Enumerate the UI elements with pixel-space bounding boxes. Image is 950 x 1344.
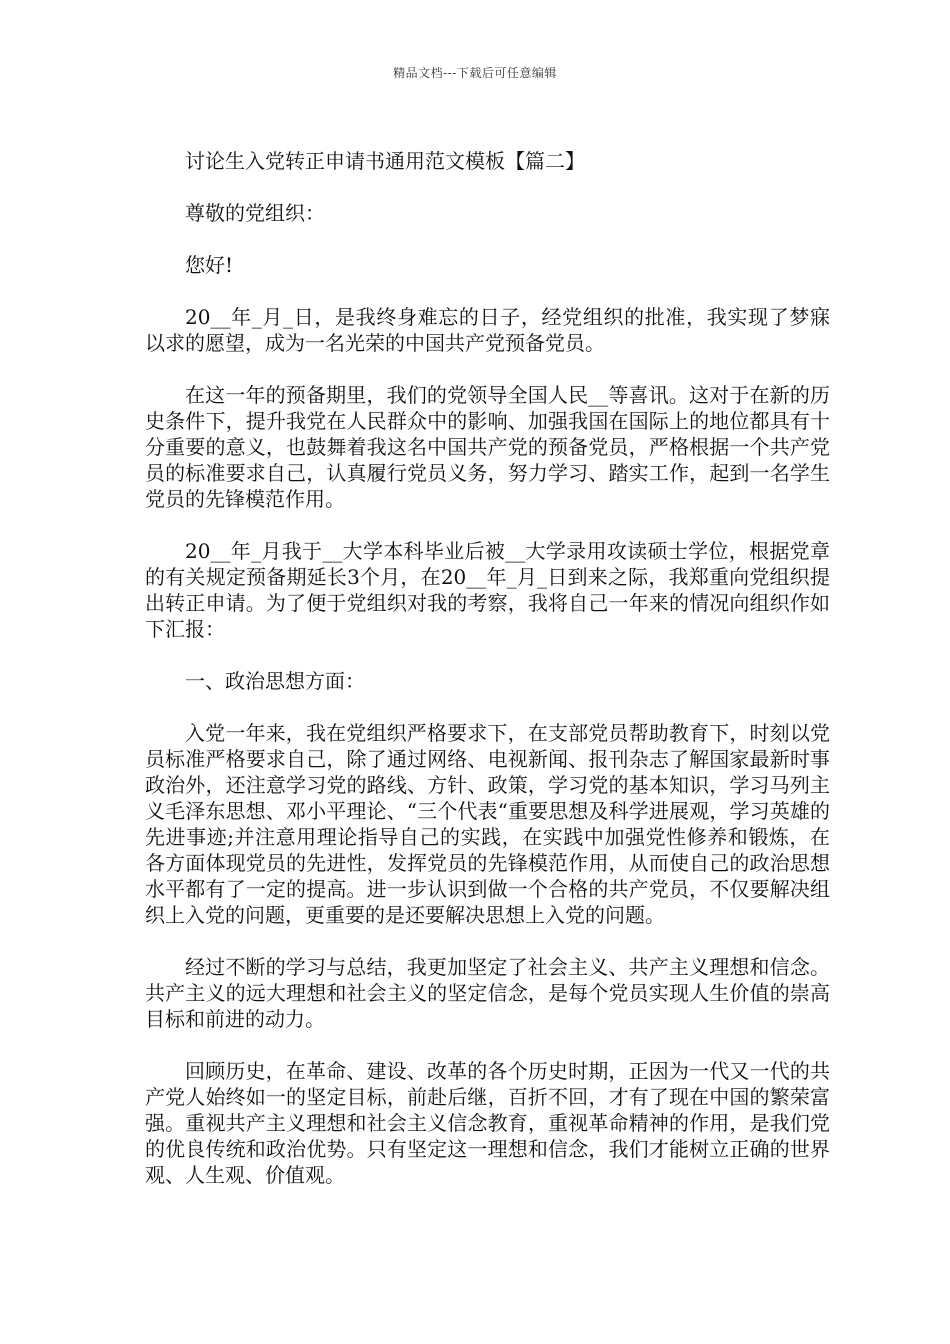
salutation: 尊敬的党组织： — [185, 201, 325, 225]
greeting: 您好! — [185, 253, 234, 277]
paragraph: 20__年_月我于__大学本科毕业后被__大学录用攻读硕士学位，根据党章的有关规定预备期延长3个月，在20__年_月_日到来之际，我郑重向党组织提出转正申请。为了便于党组织对我的考察，我将自己一年来的情况向组织作如下汇报： — [145, 539, 830, 641]
page-header: 精品文档---下载后可任意编辑 — [393, 66, 557, 80]
paragraph: 入党一年来，我在党组织严格要求下，在支部党员帮助教育下，时刻以党员标准严格要求自己，除了通过网络、电视新闻、报刊杂志了解国家最新时事政治外，还注意学习党的路线、方针、政策，学习党的基本知识，学习马列主义毛泽东思想、邓小平理论、“三个代表“重要思想及科学进展观，学习英雄的先进事迹;并注意用理论指导自己的实践，在实践中加强党性修养和锻炼，在各方面体现党员的先进性，发挥党员的先锋模范作用，从而使自己的政治思想水平都有了一定的提高。进一步认识到做一个合格的共产党员，不仅要解决组织上入党的问题，更重要的是还要解决思想上入党的问题。 — [145, 721, 830, 927]
paragraph: 回顾历史，在革命、建设、改革的各个历史时期，正因为一代又一代的共产党人始终如一的坚定目标，前赴后继，百折不回，才有了现在中国的繁荣富强。重视共产主义理想和社会主义信念教育，重视革命精神的作用，是我们党的优良传统和政治优势。只有坚定这一理想和信念，我们才能树立正确的世界观、人生观、价值观。 — [145, 1059, 830, 1187]
document-body — [145, 148, 830, 1214]
document-title: 讨论生入党转正申请书通用范文模板【篇二】 — [185, 149, 585, 173]
section-heading: 一、政治思想方面： — [185, 669, 365, 693]
paragraph: 在这一年的预备期里，我们的党领导全国人民__等喜讯。这对于在新的历史条件下，提升我党在人民群众中的影响、加强我国在国际上的地位都具有十分重要的意义，也鼓舞着我这名中国共产党的预备党员，严格根据一个共产党员的标准要求自己，认真履行党员义务，努力学习、踏实工作，起到一名学生党员的先锋模范作用。 — [145, 383, 830, 511]
paragraph: 20__年_月_日，是我终身难忘的日子，经党组织的批准，我实现了梦寐以求的愿望，成为一名光荣的中国共产党预备党员。 — [145, 305, 830, 355]
paragraph: 经过不断的学习与总结，我更加坚定了社会主义、共产主义理想和信念。共产主义的远大理想和社会主义的坚定信念，是每个党员实现人生价值的崇高目标和前进的动力。 — [145, 955, 830, 1031]
